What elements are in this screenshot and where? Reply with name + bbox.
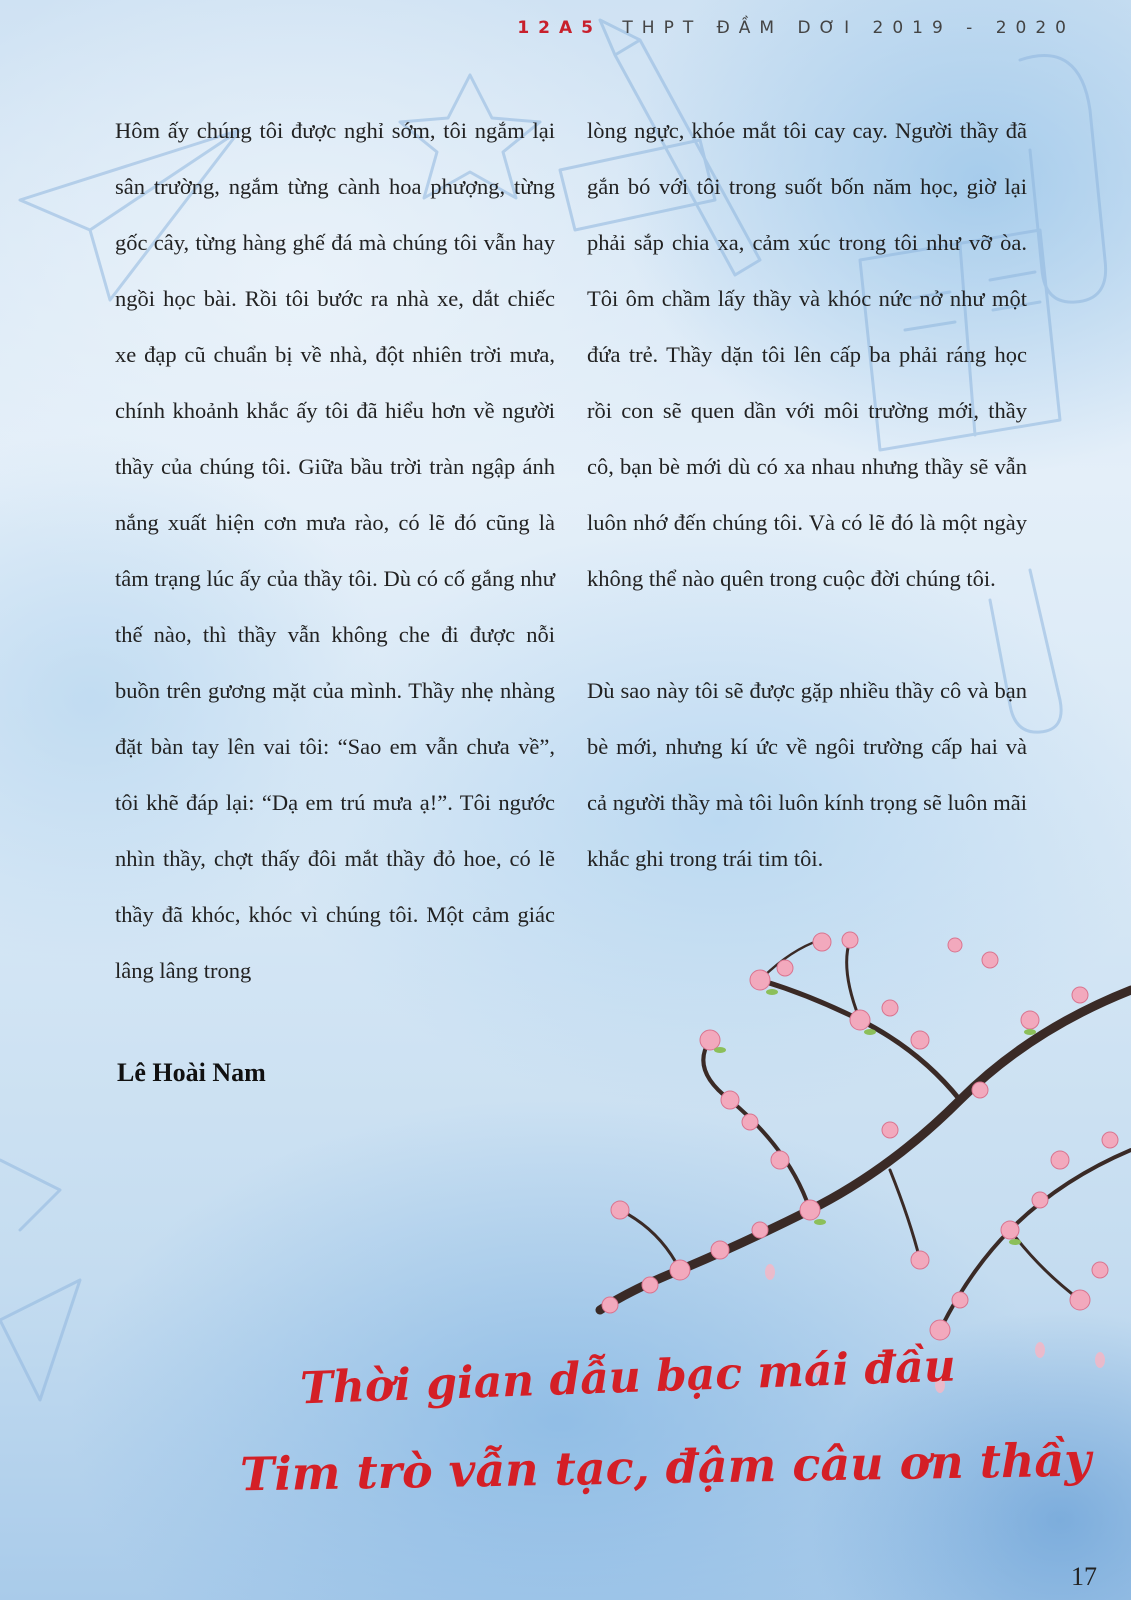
author-name: Lê Hoài Nam: [117, 1058, 266, 1087]
paper-plane-doodle-icon: [0, 1160, 60, 1230]
article-right-column: [587, 103, 1027, 887]
page-header: [517, 18, 1075, 38]
class-name: 12A5: [517, 18, 602, 38]
page-number: 17: [1071, 1562, 1097, 1591]
article-paragraph: Hôm ấy chúng tôi được nghỉ sớm, tôi ngắm lại sân trường, ngắm từng cành hoa phượng, từng gốc cây, từng hàng ghế đá mà chúng tôi vẫn hay ngồi học bài. Rồi tôi bước ra nhà xe, dắt chiếc xe đạp cũ chuẩn bị về nhà, đột nhiên trời mưa, chính khoảnh khắc ấy tôi đã hiểu hơn về người thầy của chúng tôi. Giữa bầu trời tràn ngập ánh nắng xuất hiện cơn mưa rào, có lẽ đó cũng là tâm trạng lúc ấy của thầy tôi. Dù có cố gắng như thế nào, thì thầy vẫn không che đi được nỗi buồn trên gương mặt của mình. Thầy nhẹ nhàng đặt bàn tay lên vai tôi: “Sao em vẫn chưa về”, tôi khẽ đáp lại: “Dạ em trú mưa ạ!”. Tôi ngước nhìn thầy, chợt thấy đôi mắt thầy đỏ hoe, có lẽ thầy đã khóc, khóc vì chúng tôi. Một cảm giác lâng lâng trong: [115, 118, 555, 983]
calligraphy-line-1: Thời gian dẫu bạc mái đầu: [299, 1340, 957, 1415]
article-paragraph: Dù sao này tôi sẽ được gặp nhiều thầy cô và bạn bè mới, nhưng kí ức về ngôi trường cấp hai và cả người thầy mà tôi luôn kính trọng sẽ luôn mãi khắc ghi trong trái tim tôi.: [587, 678, 1027, 871]
article-paragraph: lòng ngực, khóe mắt tôi cay cay. Người thầy đã gắn bó với tôi trong suốt bốn năm học, giờ lại phải sắp chia xa, cảm xúc trong tôi như vỡ òa. Tôi ôm chầm lấy thầy và khóc nức nở như một đứa trẻ. Thầy dặn tôi lên cấp ba phải ráng học rồi con sẽ quen dần với môi trường mới, thầy cô, bạn bè mới dù có xa nhau nhưng thầy sẽ vẫn luôn nhớ đến chúng tôi. Và có lẽ đó là một ngày không thể nào quên trong cuộc đời chúng tôi.: [587, 118, 1027, 591]
paper-plane-doodle-icon: [0, 1280, 80, 1400]
paperclip-doodle-icon: [1020, 56, 1106, 303]
calligraphy-line-2: Tim trò vẫn tạc, đậm câu ơn thầy: [239, 1432, 1092, 1502]
article-left-column: [115, 103, 555, 999]
cherry-blossom-branch: [560, 900, 1131, 1420]
school-year: THPT ĐẦM DƠI 2019 - 2020: [622, 18, 1075, 38]
